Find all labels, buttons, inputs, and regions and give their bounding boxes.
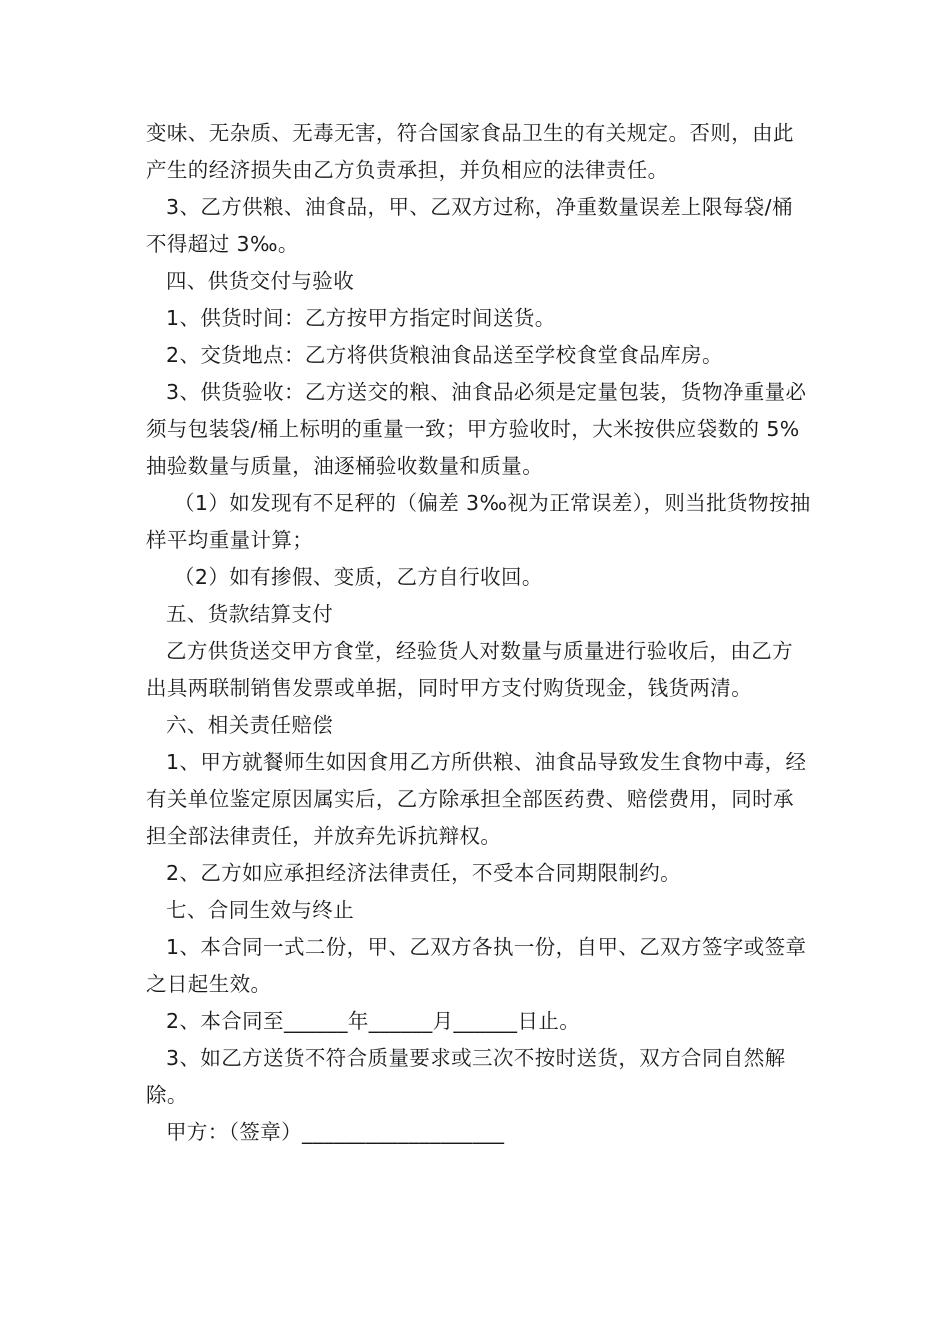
paragraph-quality-clause: 变味、无杂质、无毒无害，符合国家食品卫生的有关规定。否则，由此产生的经济损失由乙方负责承担，并负相应的法律责任。 — [146, 121, 794, 182]
paragraph-food-poisoning: 1、甲方就餐师生如因食用乙方所供粮、油食品导致发生食物中毒，经有关单位鉴定原因属实后，乙方除承担全部医药费、赔偿费用，同时承担全部法律责任，并放弃先诉抗辩权。 — [146, 750, 807, 848]
paragraph-adulteration: （2）如有掺假、变质，乙方自行收回。 — [174, 565, 543, 589]
paragraph-legal-liability: 2、乙方如应承担经济法律责任，不受本合同期限制约。 — [166, 861, 682, 885]
section-heading-delivery: 四、供货交付与验收 — [166, 269, 355, 293]
section-heading-effectiveness: 七、合同生效与终止 — [166, 898, 355, 922]
section-heading-payment: 五、货款结算支付 — [166, 602, 334, 626]
paragraph-weight-tolerance: 3、乙方供粮、油食品，甲、乙双方过称，净重数量误差上限每袋/桶不得超过 3‰。 — [146, 195, 793, 256]
paragraph-delivery-time: 1、供货时间：乙方按甲方指定时间送货。 — [166, 306, 556, 330]
signature-line-party-a: 甲方：（签章）___________________ — [166, 1120, 505, 1144]
document-body — [146, 115, 811, 1151]
paragraph-copies: 1、本合同一式二份，甲、乙双方各执一份，自甲、乙双方签字或签章之日起生效。 — [146, 935, 807, 996]
paragraph-short-weight: （1）如发现有不足秤的（偏差 3‰视为正常误差），则当批货物按抽样平均重量计算； — [146, 491, 811, 552]
paragraph-termination: 3、如乙方送货不符合质量要求或三次不按时送货，双方合同自然解除。 — [146, 1046, 786, 1107]
paragraph-delivery-location: 2、交货地点：乙方将供货粮油食品送至学校食堂食品库房。 — [166, 343, 723, 367]
paragraph-term: 2、本合同至______年______月______日止。 — [166, 1009, 581, 1033]
paragraph-delivery-inspection: 3、供货验收：乙方送交的粮、油食品必须是定量包装，货物净重量必须与包装袋/桶上标明的重量一致；甲方验收时，大米按供应袋数的 5%抽验数量与质量，油逐桶验收数量和质量。 — [146, 380, 807, 478]
paragraph-payment: 乙方供货送交甲方食堂，经验货人对数量与质量进行验收后，由乙方出具两联制销售发票或单据，同时甲方支付购货现金，钱货两清。 — [146, 639, 793, 700]
section-heading-liability: 六、相关责任赔偿 — [166, 713, 334, 737]
